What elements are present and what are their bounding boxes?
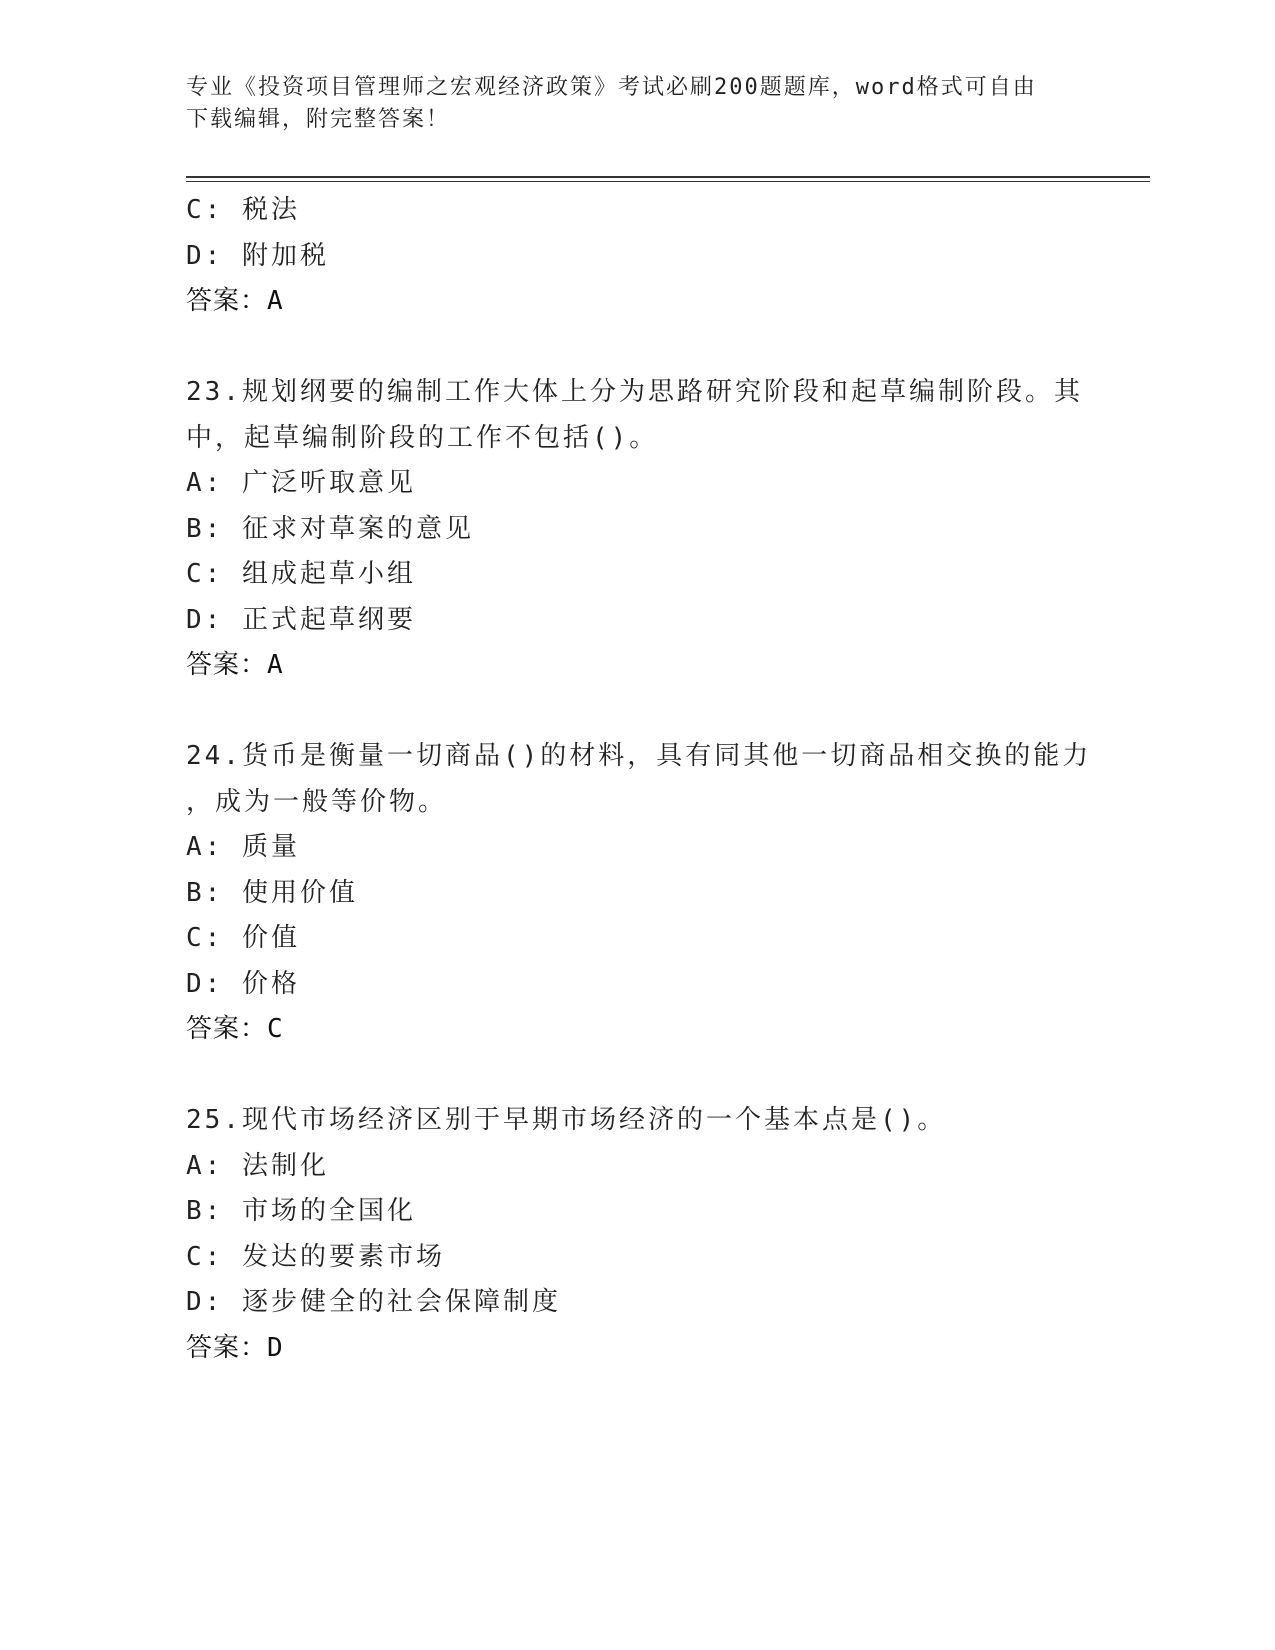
answer-line [186, 643, 1106, 689]
header-line-1: 专业《投资项目管理师之宏观经济政策》考试必刷200题题库，word格式可自由 [186, 75, 1037, 100]
answer-value: D [267, 1332, 284, 1363]
question-25 [186, 1098, 1106, 1371]
question-text-line: 中，起草编制阶段的工作不包括()。 [186, 422, 659, 453]
option-text: 市场的全国化 [241, 1196, 416, 1226]
option-line [186, 461, 1106, 507]
option-text: 组成起草小组 [241, 559, 416, 589]
answer-line [186, 1007, 1106, 1053]
question-gap [186, 325, 1106, 371]
question-list [186, 188, 1106, 1371]
option-text: 税法 [241, 195, 300, 225]
option-text: 价格 [241, 968, 300, 999]
answer-value: A [267, 286, 284, 316]
option-line [186, 507, 1106, 553]
option-text: 发达的要素市场 [241, 1241, 445, 1272]
question-gap [186, 689, 1106, 735]
option-letter: C: [186, 559, 224, 589]
header-line-2: 下载编辑，附完整答案！ [186, 107, 451, 132]
answer-value: C [267, 1014, 284, 1044]
option-text: 广泛听取意见 [241, 468, 416, 498]
document-header [186, 72, 1086, 136]
answer-value: A [267, 650, 284, 680]
option-letter: C: [186, 195, 224, 225]
option-line [186, 1280, 1106, 1326]
option-letter: A: [186, 468, 224, 498]
option-letter: D: [186, 604, 224, 635]
option-text: 附加税 [241, 240, 329, 271]
answer-label: 答案： [186, 1014, 268, 1044]
option-text: 质量 [241, 832, 300, 862]
option-letter: A: [186, 832, 224, 862]
option-letter: D: [186, 1287, 224, 1317]
option-letter: B: [186, 877, 224, 908]
option-text: 正式起草纲要 [241, 604, 416, 635]
header-divider-thin [186, 181, 1150, 182]
option-letter: C: [186, 1241, 224, 1272]
option-line [186, 1235, 1106, 1281]
question-text-line: 24.货币是衡量一切商品()的材料，具有同其他一切商品相交换的能力 [186, 741, 1092, 771]
option-letter: B: [186, 1196, 224, 1226]
answer-label: 答案： [186, 1332, 268, 1363]
partial-question [186, 188, 1106, 325]
option-text: 法制化 [241, 1150, 329, 1181]
option-line [186, 552, 1106, 598]
question-text-line: 23.规划纲要的编制工作大体上分为思路研究阶段和起草编制阶段。其 [186, 377, 1083, 407]
option-letter: D: [186, 968, 224, 999]
option-text: 价值 [241, 923, 300, 953]
option-letter: A: [186, 1150, 224, 1181]
answer-line [186, 1326, 1106, 1372]
option-line [186, 825, 1106, 871]
question-24 [186, 734, 1106, 1053]
option-line [186, 598, 1106, 644]
question-23 [186, 370, 1106, 689]
question-gap [186, 1053, 1106, 1099]
option-text: 逐步健全的社会保障制度 [241, 1287, 561, 1317]
option-line [186, 1144, 1106, 1190]
option-letter: B: [186, 513, 224, 544]
option-line [186, 871, 1106, 917]
option-line [186, 962, 1106, 1008]
question-text-line: ，成为一般等价物。 [186, 786, 448, 817]
option-line [186, 1189, 1106, 1235]
option-line [186, 234, 1106, 280]
option-line [186, 916, 1106, 962]
option-text: 征求对草案的意见 [241, 513, 474, 544]
answer-line [186, 279, 1106, 325]
option-letter: D: [186, 240, 224, 271]
option-text: 使用价值 [241, 877, 358, 908]
option-letter: C: [186, 923, 224, 953]
answer-label: 答案： [186, 650, 268, 680]
question-text-line: 25.现代市场经济区别于早期市场经济的一个基本点是()。 [186, 1105, 947, 1135]
answer-label: 答案： [186, 286, 268, 316]
header-divider-thick [186, 176, 1150, 178]
option-line [186, 188, 1106, 234]
